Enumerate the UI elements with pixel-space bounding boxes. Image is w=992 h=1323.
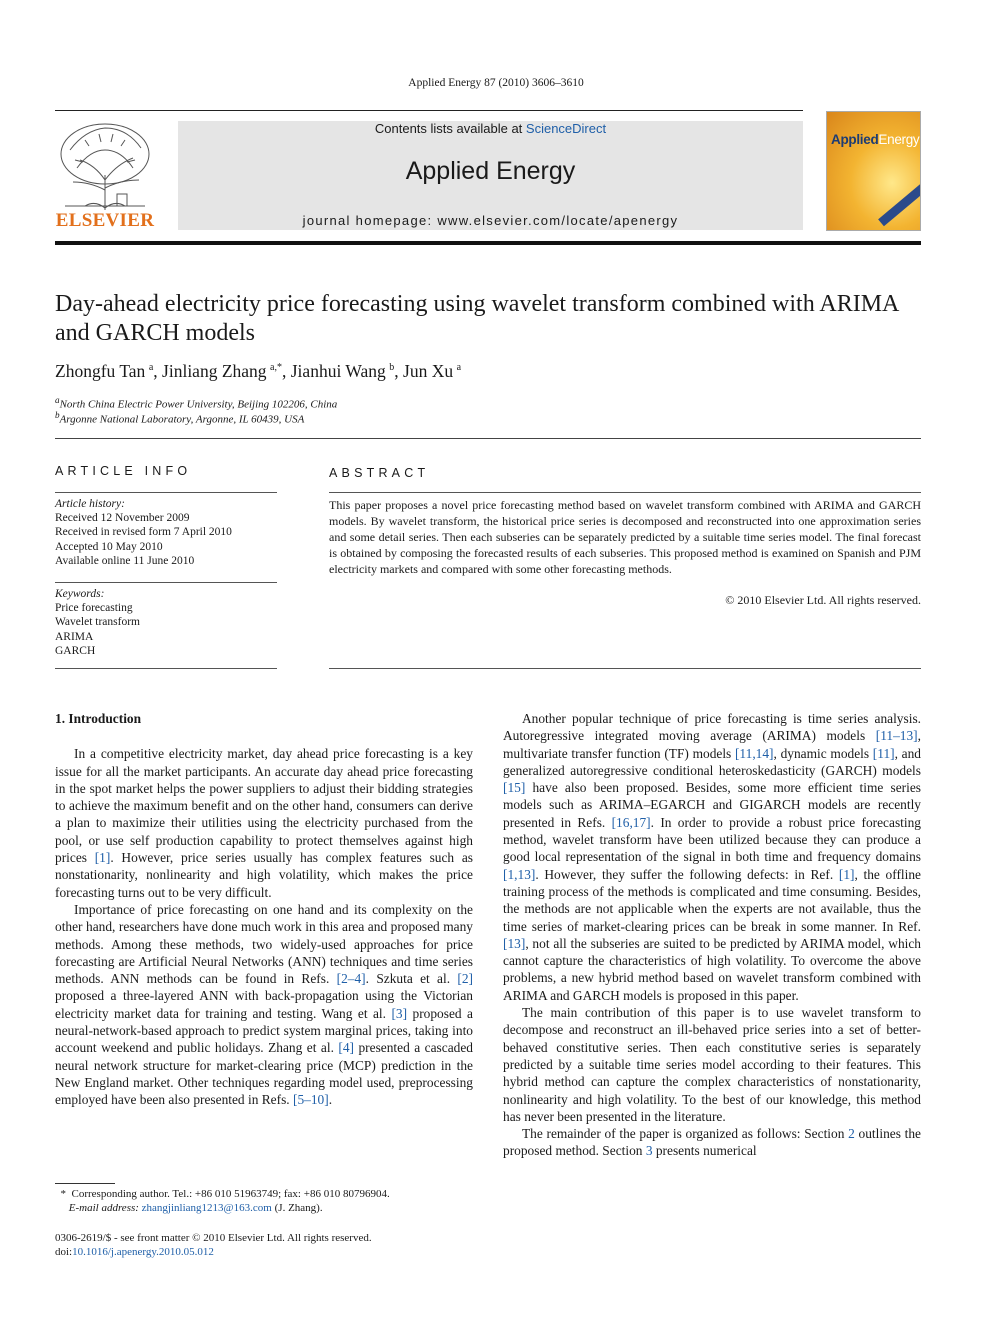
citation-link[interactable]: [16,17] bbox=[611, 814, 651, 830]
footnote bbox=[55, 1187, 390, 1215]
affiliation-b bbox=[55, 410, 304, 426]
affiliation-text: North China Electric Power University, Beijing 102206, China bbox=[59, 398, 338, 411]
abstract-rule bbox=[329, 668, 921, 669]
affiliation-marker: a bbox=[55, 395, 60, 405]
cover-title bbox=[831, 132, 919, 147]
elsevier-wordmark: ELSEVIER bbox=[55, 210, 155, 231]
info-rule bbox=[55, 582, 277, 583]
issn-line: 0306-2619/$ - see front matter © 2010 Elsevier Ltd. All rights reserved. bbox=[55, 1232, 372, 1244]
paragraph-text: . Szkuta et al. bbox=[365, 971, 458, 987]
citation-link[interactable]: [4] bbox=[338, 1040, 355, 1056]
sciencedirect-link[interactable]: ScienceDirect bbox=[525, 121, 607, 136]
keywords-label: Keywords: bbox=[55, 588, 105, 600]
paragraph-text: . However, price series usually has complex features such as nonstationarity, nonlinearity and high volatility, which makes the price forecasting turns out to be very difficult. bbox=[55, 850, 473, 900]
journal-cover-image bbox=[826, 111, 921, 231]
history-item: Received in revised form 7 April 2010 bbox=[55, 526, 232, 539]
author-name: Jinliang Zhang bbox=[162, 361, 267, 381]
keyword-item: GARCH bbox=[55, 644, 96, 657]
citation-link[interactable]: [1] bbox=[94, 850, 111, 866]
history-list bbox=[55, 511, 232, 568]
author-affiliation-marker: a bbox=[456, 362, 462, 374]
cover-band bbox=[878, 181, 921, 226]
email-link[interactable]: zhangjinliang1213@163.com bbox=[141, 1202, 272, 1214]
paragraph-text: . bbox=[328, 1092, 333, 1108]
info-rule bbox=[55, 492, 277, 493]
history-item: Received 12 November 2009 bbox=[55, 512, 190, 525]
doi-link[interactable]: 10.1016/j.apenergy.2010.05.012 bbox=[72, 1246, 214, 1258]
citation-link[interactable]: [1] bbox=[838, 866, 855, 882]
paragraph-text: presents numerical bbox=[652, 1143, 757, 1159]
footnote-rule bbox=[55, 1183, 115, 1184]
abstract-text: This paper proposes a novel price forecasting method based on wavelet transform combined with ARIMA and GARCH models. By wavelet transform, the historical price series is decomposed and reconstructed into one approximation series and some detail series. Then each subseries can be separately predicted by a suitable time series model. The final forecast is obtained by composing the forecasted results of each subseries. This proposed method is examined on Spanish and PJM electricity markets and compared with some other forecasting methods. bbox=[329, 498, 921, 576]
history-label: Article history: bbox=[55, 498, 125, 510]
cover-title-b: Energy bbox=[878, 132, 920, 147]
keyword-list bbox=[55, 601, 140, 658]
body-column-right bbox=[503, 710, 921, 1160]
journal-citation: Applied Energy 87 (2010) 3606–3610 bbox=[408, 77, 584, 89]
history-item: Accepted 10 May 2010 bbox=[55, 540, 163, 553]
masthead-rule bbox=[55, 241, 921, 245]
citation-link[interactable]: 3 bbox=[645, 1143, 653, 1159]
tree-icon bbox=[55, 120, 155, 212]
citation-link[interactable]: [2] bbox=[457, 971, 473, 987]
author-list: Zhongfu Tan $^a$, Jinliang Zhang $^{a,*}$, Jianhui Wang $^b$, Jun Xu $^a$ bbox=[55, 361, 462, 381]
left-paragraphs bbox=[55, 745, 473, 1108]
paragraph-text: Importance of price forecasting on one hand and its complexity on the other hand, researchers have done much work in this area and proposed many methods. Among these methods, two widely-used approaches for price forecasting are Artificial Neural Networks (ANN) techniques and time series methods. ANN methods can be found in Refs. bbox=[55, 901, 473, 987]
paragraph-text: , and generalized autoregressive conditional heteroskedasticity (GARCH) models bbox=[503, 745, 921, 778]
paragraph-text: have also been proposed. Besides, some more efficient time series models such as ARIMA–EGARCH and GIGARCH models are recently presented in Refs. bbox=[503, 780, 921, 830]
header-rule bbox=[55, 110, 803, 111]
history-item: Available online 11 June 2010 bbox=[55, 554, 195, 567]
footnote-email bbox=[55, 1201, 390, 1215]
paragraph-text: , the offline training process of the methods is complicated and time consuming. Besides, the methods are not applicable when the experts are not available, thus the time series of market-clearing prices can be break in some manner. In Ref. bbox=[503, 866, 921, 934]
citation-link[interactable]: [11–13] bbox=[875, 728, 918, 744]
body-paragraph bbox=[503, 1004, 921, 1125]
footnote-contact-text: Corresponding author. Tel.: +86 010 51963749; fax: +86 010 80796904. bbox=[71, 1188, 390, 1200]
author-affiliation-marker: a bbox=[148, 362, 154, 374]
body-paragraph bbox=[503, 1125, 921, 1160]
paragraph-text: Another popular technique of price forecasting is time series analysis. Autoregressive integrated moving average (ARIMA) models bbox=[503, 711, 921, 744]
keyword-item: Wavelet transform bbox=[55, 616, 140, 629]
body-paragraph bbox=[55, 901, 473, 1109]
email-label: E-mail address: bbox=[68, 1202, 139, 1214]
keywords bbox=[55, 587, 140, 658]
citation-link[interactable]: 2 bbox=[848, 1126, 855, 1142]
contents-line bbox=[178, 121, 803, 136]
doi-line bbox=[55, 1245, 372, 1259]
elsevier-logo bbox=[55, 120, 155, 232]
paragraph-text: The remainder of the paper is organized as follows: Section bbox=[522, 1126, 849, 1142]
body-paragraph bbox=[503, 710, 921, 1004]
paragraph-text: , dynamic models bbox=[773, 745, 873, 761]
affiliation-text: Argonne National Laboratory, Argonne, IL 60439, USA bbox=[59, 413, 305, 426]
affiliation-marker: b bbox=[55, 410, 60, 420]
author-affiliation-marker: a,* bbox=[270, 362, 282, 374]
footnote-contact bbox=[55, 1187, 390, 1201]
paragraph-text: proposed a three-layered ANN with back-propagation using the Victorian electricity market data for training and testing. Wang et al. bbox=[55, 988, 473, 1021]
author-name: Jianhui Wang bbox=[290, 361, 386, 381]
author-name: Jun Xu bbox=[403, 361, 454, 381]
doi-prefix: doi: bbox=[55, 1246, 73, 1258]
paragraph-text: proposed a neural-network-based approach to predict system marginal prices, taking into account weekend and public holidays. Zhang et al. bbox=[55, 1005, 473, 1056]
title-rule bbox=[55, 438, 921, 439]
paragraph-text: In a competitive electricity market, day ahead price forecasting is a key issue for all the market participants. An accurate day ahead price forecasting in the spot market helps the power suppliers to adjust their bidding strategies to achieve the maximum benefit and on the other hand, consumers can derive a plan to maximize their utilities using the electricity purchased from the pool, or use self production capability to protect themselves against high prices bbox=[55, 746, 473, 866]
cover-title-a: Applied bbox=[831, 132, 879, 147]
paragraph-text: outlines the proposed method. Section bbox=[503, 1126, 921, 1159]
paragraph-text: . However, they suffer the following defects: in Ref. bbox=[535, 866, 839, 882]
article-info-header: ARTICLE INFO bbox=[55, 464, 192, 478]
citation-link[interactable]: [5–10] bbox=[292, 1092, 329, 1108]
issn-block bbox=[55, 1231, 372, 1259]
journal-name: Applied Energy bbox=[405, 157, 576, 185]
affiliation-a bbox=[55, 395, 337, 411]
citation-link[interactable]: [3] bbox=[391, 1005, 408, 1021]
abstract-header: ABSTRACT bbox=[329, 466, 430, 480]
paragraph-text: , not all the subseries are suited to be predicted by ARIMA model, which cannot capture the characteristics of high volatility. To overcome the above problems, a new hybrid method based on wavelet transform combined with ARIMA and GARCH models is proposed in this paper. bbox=[503, 935, 921, 1003]
author-name: Zhongfu Tan bbox=[55, 361, 146, 381]
section-heading: 1. Introduction bbox=[55, 711, 142, 726]
body-paragraph bbox=[55, 745, 473, 901]
paragraph-text: . In order to provide a robust price forecasting method, wavelet transform have been utilized because they can produce a good local representation of the signal in both time and frequency domains bbox=[503, 814, 921, 865]
journal-masthead bbox=[178, 121, 803, 230]
citation-link[interactable]: [15] bbox=[503, 780, 526, 796]
paragraph-text: presented a cascaded neural network structure for market-clearing price (MCP) prediction in the New England market. Other techniques regarding model used, preprocessing employed have been also presented in Refs. bbox=[55, 1040, 473, 1108]
citation-link[interactable]: [11] bbox=[872, 745, 895, 761]
citation-link[interactable]: [11,14] bbox=[734, 745, 774, 761]
abstract-rule bbox=[329, 492, 921, 493]
article-title: Day-ahead electricity price forecasting using wavelet transform combined with ARIMA and GARCH models bbox=[55, 291, 899, 346]
citation-link[interactable]: [13] bbox=[503, 935, 526, 951]
keyword-item: ARIMA bbox=[55, 630, 94, 643]
keyword-item: Price forecasting bbox=[55, 602, 133, 615]
citation-link[interactable]: [2–4] bbox=[336, 971, 366, 987]
paragraph-text: The main contribution of this paper is to use wavelet transform to decompose and reconstruct an ill-behaved price series into a set of better-behaved constitutive series. Then each constitutive series is separately predicted by a suitable time series model according to their features. This hybrid method can capture the complex characteristics of nonstationarity, nonlinearity and high volatility. To the best of our knowledge, this method has never been presented in the literature. bbox=[503, 1005, 921, 1124]
copyright-notice: © 2010 Elsevier Ltd. All rights reserved. bbox=[725, 593, 921, 607]
journal-homepage[interactable]: journal homepage: www.elsevier.com/locate/apenergy bbox=[302, 213, 679, 228]
footnote-marker: * bbox=[60, 1188, 66, 1200]
paragraph-text: , multivariate transfer function (TF) models bbox=[503, 728, 921, 761]
body-column-left bbox=[55, 710, 473, 1109]
email-suffix: (J. Zhang). bbox=[271, 1202, 323, 1214]
article-history bbox=[55, 497, 232, 568]
citation-link[interactable]: [1,13] bbox=[503, 866, 536, 882]
author-affiliation-marker: b bbox=[389, 362, 395, 374]
info-rule bbox=[55, 668, 277, 669]
contents-prefix: Contents lists available at bbox=[374, 121, 526, 136]
right-paragraphs bbox=[503, 710, 921, 1160]
